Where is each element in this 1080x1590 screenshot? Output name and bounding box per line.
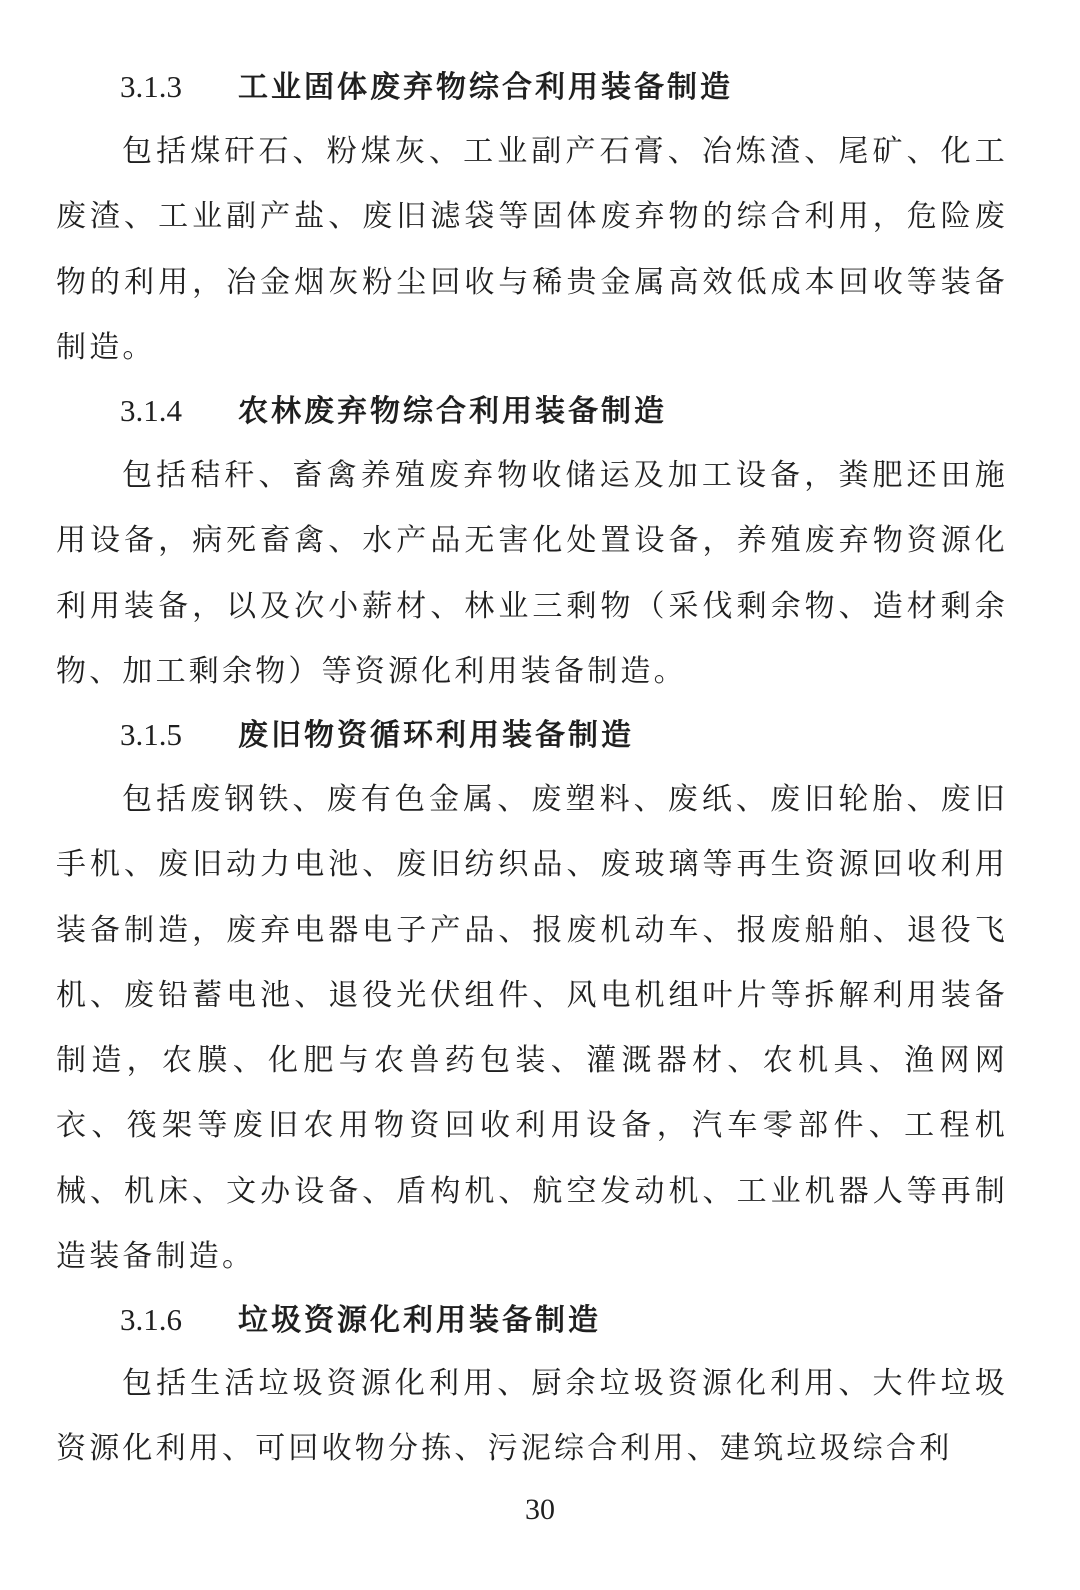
- section-heading-3-1-6: [120, 1295, 601, 1345]
- page-number: 30: [525, 1493, 555, 1526]
- section-body-3-1-3: 包括煤矸石、粉煤灰、工业副产石膏、冶炼渣、尾矿、化工废渣、工业副产盐、废旧滤袋等固体废弃物的综合利用，危险废物的利用，冶金烟灰粉尘回收与稀贵金属高效低成本回收等装备制造。: [56, 134, 1008, 365]
- section-title: 废旧物资循环利用装备制造: [238, 718, 634, 753]
- section-number: 3.1.6: [120, 1302, 182, 1337]
- section-title: 垃圾资源化利用装备制造: [238, 1303, 601, 1338]
- section-title: 工业固体废弃物综合利用装备制造: [238, 70, 733, 105]
- section-number: 3.1.4: [120, 393, 182, 428]
- section-heading-3-1-5: [120, 710, 634, 760]
- section-number: 3.1.3: [120, 69, 182, 104]
- section-body-3-1-5: 包括废钢铁、废有色金属、废塑料、废纸、废旧轮胎、废旧手机、废旧动力电池、废旧纺织品、废玻璃等再生资源回收利用装备制造，废弃电器电子产品、报废机动车、报废船舶、退役飞机、废铅蓄电池、退役光伏组件、风电机组叶片等拆解利用装备制造，农膜、化肥与农兽药包装、灌溉器材、农机具、渔网网衣、筏架等废旧农用物资回收利用设备，汽车零部件、工程机械、机床、文办设备、盾构机、航空发动机、工业机器人等再制造装备制造。: [56, 782, 1008, 1275]
- section-heading-3-1-4: [120, 386, 667, 436]
- section-heading-3-1-3: [120, 62, 733, 112]
- section-body-3-1-6: 包括生活垃圾资源化利用、厨余垃圾资源化利用、大件垃圾资源化利用、可回收物分拣、污泥综合利用、建筑垃圾综合利: [56, 1366, 1008, 1467]
- section-body-3-1-4: 包括秸秆、畜禽养殖废弃物收储运及加工设备，粪肥还田施用设备，病死畜禽、水产品无害化处置设备，养殖废弃物资源化利用装备，以及次小薪材、林业三剩物（采伐剩余物、造材剩余物、加工剩余物）等资源化利用装备制造。: [56, 458, 1008, 689]
- section-title: 农林废弃物综合利用装备制造: [238, 394, 667, 429]
- section-number: 3.1.5: [120, 717, 182, 752]
